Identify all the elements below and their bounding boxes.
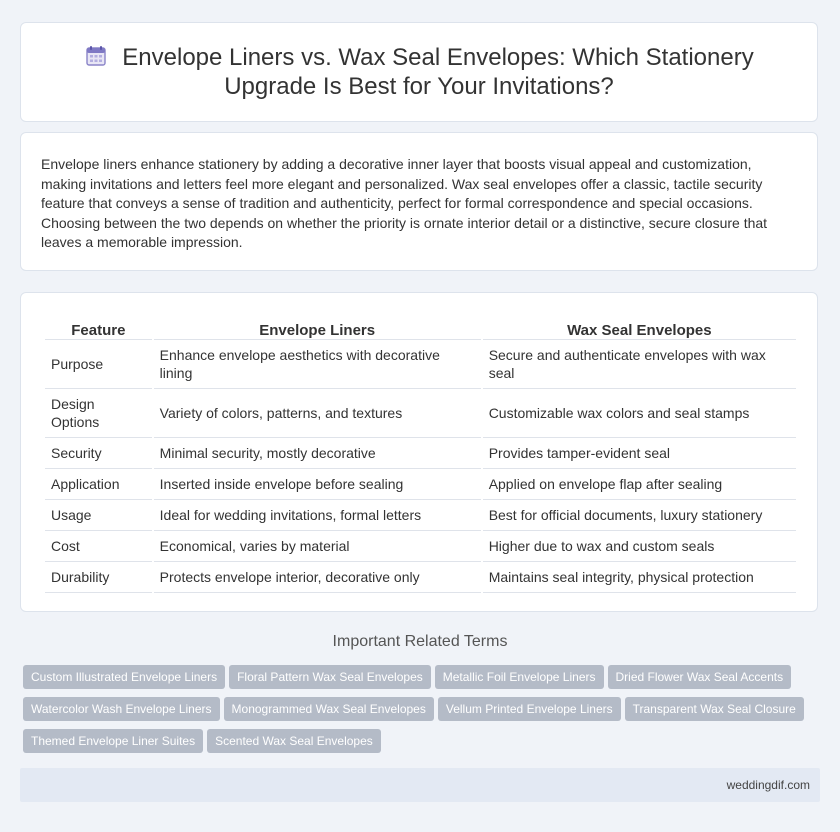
table-row: [45, 500, 796, 531]
row-feature: Durability: [45, 562, 152, 593]
row-liners-cell: Economical, varies by material: [154, 531, 481, 562]
related-term-tag[interactable]: Scented Wax Seal Envelopes: [207, 729, 381, 753]
table-row: [45, 531, 796, 562]
related-term-tag[interactable]: Vellum Printed Envelope Liners: [438, 697, 621, 721]
row-liners-cell: Inserted inside envelope before sealing: [154, 469, 481, 500]
comparison-table: [43, 315, 798, 593]
related-term-tag[interactable]: Dried Flower Wax Seal Accents: [608, 665, 792, 689]
header-wax-seal-envelopes: Wax Seal Envelopes: [483, 315, 796, 340]
intro-card: [20, 132, 818, 271]
comparison-card: [20, 292, 818, 612]
table-row: [45, 438, 796, 469]
related-term-tag[interactable]: Custom Illustrated Envelope Liners: [23, 665, 225, 689]
row-feature: Security: [45, 438, 152, 469]
row-wax-cell: Best for official documents, luxury stationery: [483, 500, 796, 531]
related-term-tag[interactable]: Metallic Foil Envelope Liners: [435, 665, 604, 689]
calendar-icon: [84, 44, 108, 68]
row-liners-cell: Ideal for wedding invitations, formal letters: [154, 500, 481, 531]
row-feature: Usage: [45, 500, 152, 531]
related-terms-list: [23, 665, 823, 761]
header-card: [20, 22, 818, 122]
row-wax-cell: Customizable wax colors and seal stamps: [483, 389, 796, 438]
header-envelope-liners: Envelope Liners: [154, 315, 481, 340]
row-liners-cell: Protects envelope interior, decorative only: [154, 562, 481, 593]
row-feature: Cost: [45, 531, 152, 562]
title-line-1: Envelope Liners vs. Wax Seal Envelopes: Which Stationery: [122, 44, 754, 71]
table-header-row: [45, 315, 796, 340]
related-term-tag[interactable]: Floral Pattern Wax Seal Envelopes: [229, 665, 431, 689]
row-liners-cell: Minimal security, mostly decorative: [154, 438, 481, 469]
row-feature: Purpose: [45, 340, 152, 389]
row-wax-cell: Secure and authenticate envelopes with wax seal: [483, 340, 796, 389]
table-row: [45, 389, 796, 438]
table-row: [45, 469, 796, 500]
row-wax-cell: Applied on envelope flap after sealing: [483, 469, 796, 500]
intro-paragraph: Envelope liners enhance stationery by adding a decorative inner layer that boosts visual appeal and customization, making invitations and letters feel more elegant and personalized. Wax seal envelopes offer a classic, tactile security feature that conveys a sense of tradition and authenticity, perfect for formal correspondence and special occasions. Choosing between the two depends on whether the priority is ornate interior detail or a distinctive, secure closure that leaves a memorable impression.: [41, 156, 768, 250]
row-wax-cell: Higher due to wax and custom seals: [483, 531, 796, 562]
related-term-tag[interactable]: Monogrammed Wax Seal Envelopes: [224, 697, 434, 721]
row-feature: Application: [45, 469, 152, 500]
row-liners-cell: Variety of colors, patterns, and textures: [154, 389, 481, 438]
related-term-tag[interactable]: Transparent Wax Seal Closure: [625, 697, 804, 721]
header-feature: Feature: [45, 315, 152, 340]
row-liners-cell: Enhance envelope aesthetics with decorative lining: [154, 340, 481, 389]
title-line-2: Upgrade Is Best for Your Invitations?: [224, 73, 614, 100]
footer-bar: [20, 768, 820, 802]
footer-site-link[interactable]: weddingdif.com: [726, 778, 810, 792]
page-title: [21, 43, 817, 101]
row-feature: Design Options: [45, 389, 152, 438]
table-row: [45, 340, 796, 389]
related-terms-heading: Important Related Terms: [332, 633, 508, 650]
related-term-tag[interactable]: Watercolor Wash Envelope Liners: [23, 697, 220, 721]
related-term-tag[interactable]: Themed Envelope Liner Suites: [23, 729, 203, 753]
row-wax-cell: Provides tamper-evident seal: [483, 438, 796, 469]
table-row: [45, 562, 796, 593]
row-wax-cell: Maintains seal integrity, physical protection: [483, 562, 796, 593]
